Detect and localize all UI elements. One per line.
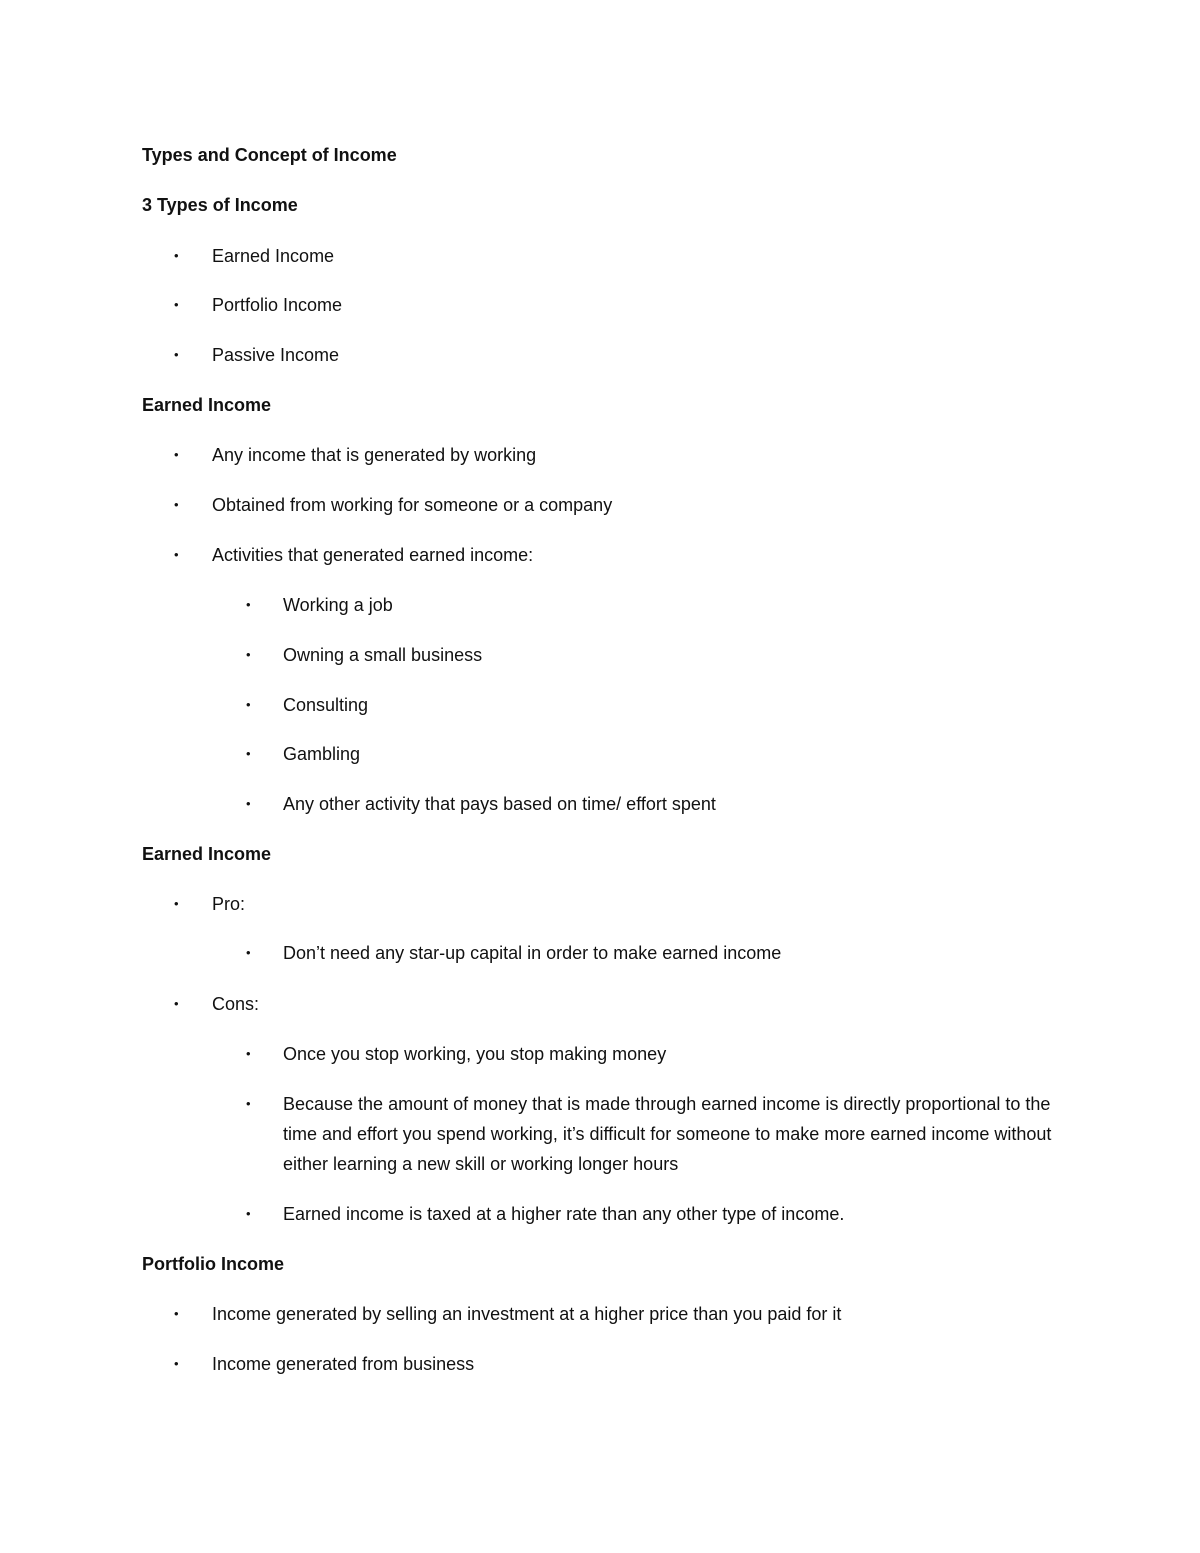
bullet-icon: • (246, 746, 251, 761)
list-item-text: Income generated by selling an investment at a higher price than you paid for it (212, 1304, 842, 1324)
bullet-icon: • (246, 796, 251, 811)
list-item-text: Portfolio Income (212, 295, 343, 315)
bullet-icon: • (174, 297, 179, 312)
section-heading-earned-income: Earned Income (142, 395, 272, 415)
bullet-icon: • (246, 945, 251, 960)
bullet-icon: • (246, 1046, 251, 1061)
list-item-text: Any income that is generated by working (212, 445, 537, 465)
list-item-text: Earned income is taxed at a higher rate than any other type of income. (283, 1204, 845, 1224)
bullet-icon: • (174, 996, 179, 1011)
list-item-text: Any other activity that pays based on time/ effort spent (283, 794, 716, 814)
pro-label: Pro: (212, 894, 246, 914)
list-item-text: Activities that generated earned income: (212, 545, 534, 565)
bullet-icon: • (174, 447, 179, 462)
bullet-icon: • (174, 248, 179, 263)
bullet-icon: • (246, 647, 251, 662)
bullet-icon: • (246, 1096, 251, 1111)
list-item-text: Don’t need any star-up capital in order to make earned income (283, 943, 782, 963)
bullet-icon: • (174, 1306, 179, 1321)
bullet-icon: • (246, 1206, 251, 1221)
list-item-text: Once you stop working, you stop making money (283, 1044, 667, 1064)
bullet-icon: • (174, 497, 179, 512)
list-item-text: Working a job (283, 595, 393, 615)
document-title: Types and Concept of Income (142, 145, 397, 165)
section-heading-portfolio-income: Portfolio Income (142, 1254, 285, 1274)
list-item-text: Income generated from business (212, 1354, 475, 1374)
list-item-text: Obtained from working for someone or a company (212, 495, 613, 515)
list-item-text: Owning a small business (283, 645, 483, 665)
list-item-text: Earned Income (212, 246, 335, 266)
bullet-icon: • (246, 697, 251, 712)
cons-label: Cons: (212, 994, 260, 1014)
bullet-icon: • (246, 597, 251, 612)
section-heading-earned-income-pros-cons: Earned Income (142, 844, 272, 864)
bullet-icon: • (174, 1356, 179, 1371)
section-heading-types: 3 Types of Income (142, 195, 298, 215)
bullet-icon: • (174, 547, 179, 562)
list-item-text: Consulting (283, 695, 369, 715)
bullet-icon: • (174, 347, 179, 362)
bullet-icon: • (174, 896, 179, 911)
list-item-text: Because the amount of money that is made through earned income is directly proportional to the time and effort you spend working, it’s difficult for someone to make more earned income without either learning a new skill or working longer hours (283, 1094, 1052, 1174)
list-item-text: Gambling (283, 744, 361, 764)
list-item-text: Passive Income (212, 345, 340, 365)
